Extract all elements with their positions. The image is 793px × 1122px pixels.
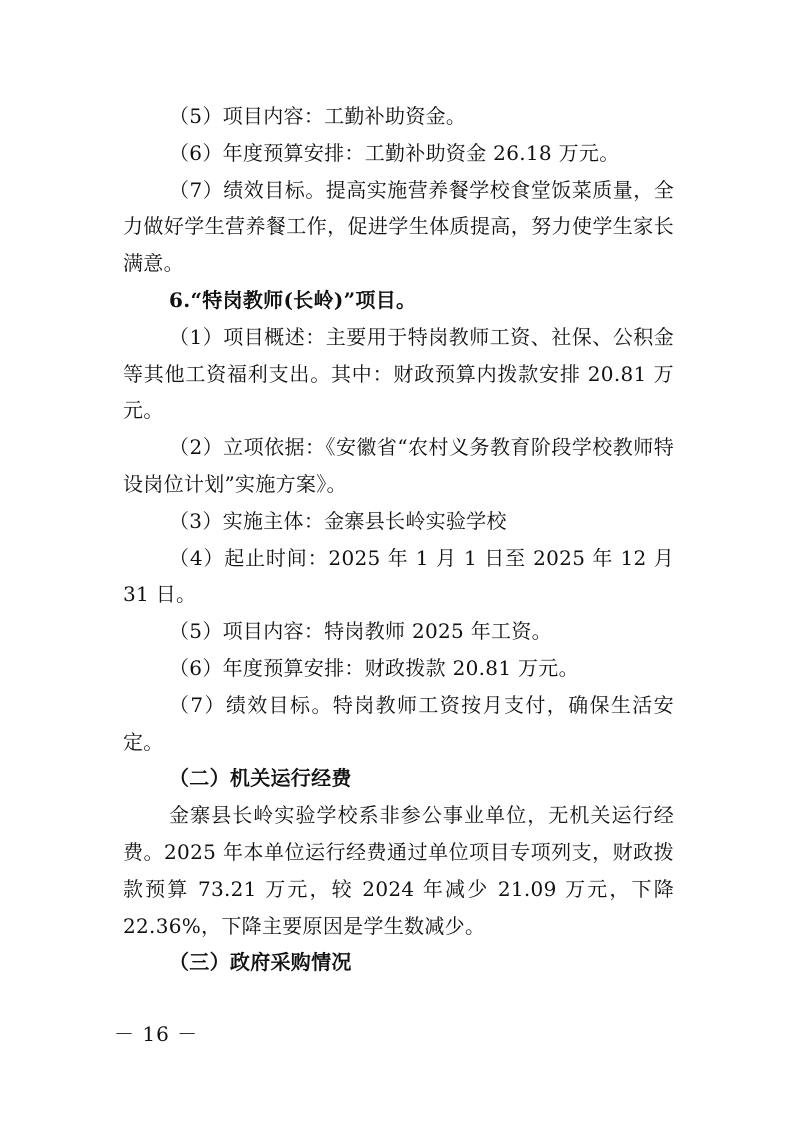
paragraph-item6-budget-2: （6）年度预算安排：财政拨款 20.81 万元。 [169,655,579,680]
paragraph-item7-performance-goal-2: （7）绩效目标。特岗教师工资按月支付，确保生活安定。 [123,692,674,754]
page-number: － 16 － [114,1022,199,1046]
paragraph-item3-implementer: （3）实施主体：金寨县长岭实验学校 [169,508,507,533]
section-heading-operating-expenses: （二）机关运行经费 [169,766,352,791]
paragraph-operating-expenses: 金寨县长岭实验学校系非参公事业单位，无机关运行经费。2025 年本单位运行经费通过单位项目专项列支，财政拨款预算 73.21 万元，较 2024 年减少 21.09 万元，下降 22.36%，下降主要原因是学生数减少。 [123,803,674,938]
paragraph-item7-performance-goal: （7）绩效目标。提高实施营养餐学校食堂饭菜质量，全力做好学生营养餐工作，促进学生体质提高，努力使学生家长满意。 [123,177,674,276]
document-body [123,98,674,981]
paragraph-item4-period: （4）起止时间：2025 年 1 月 1 日至 2025 年 12 月 31 日。 [123,545,674,607]
paragraph-item1-overview: （1）项目概述：主要用于特岗教师工资、社保、公积金等其他工资福利支出。其中：财政预算内拨款安排 20.81 万元。 [123,324,674,423]
paragraph-item2-basis: （2）立项依据：《安徽省“农村义务教育阶段学校教师特设岗位计划”实施方案》。 [123,435,674,496]
section-heading-special-teacher-project: 6.“特岗教师(长岭)”项目。 [169,287,417,312]
section-heading-procurement: （三）政府采购情况 [169,950,352,975]
paragraph-item5-content: （5）项目内容：工勤补助资金。 [169,104,467,128]
paragraph-item5-content-2: （5）项目内容：特岗教师 2025 年工资。 [169,619,552,644]
paragraph-item6-budget: （6）年度预算安排：工勤补助资金 26.18 万元。 [169,140,620,165]
